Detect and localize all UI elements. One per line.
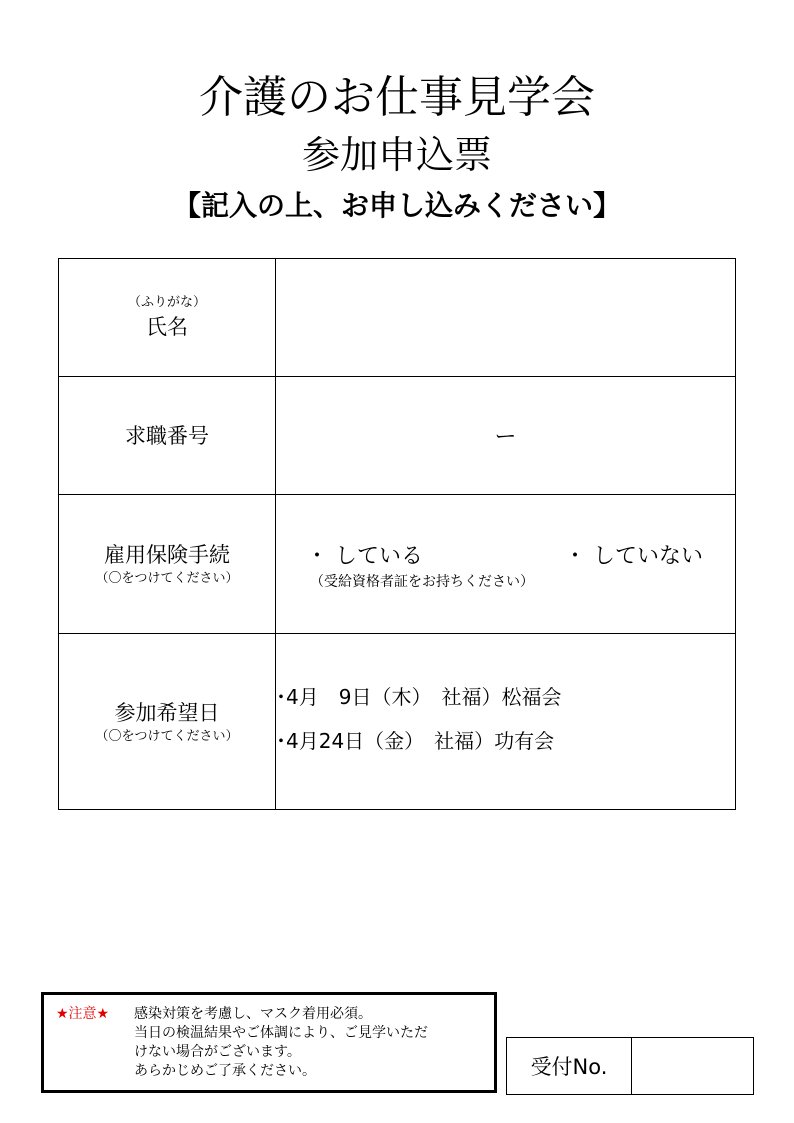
name-label-cell	[59, 259, 276, 377]
furigana-label: （ふりがな）	[127, 294, 206, 310]
reception-label: 受付No.	[507, 1038, 632, 1094]
date-option-2[interactable]: ･4月24日（金） 社福）功有会	[276, 728, 555, 753]
insurance-option-yes[interactable]: ・ している	[306, 544, 423, 569]
job-number-label: 求職番号	[125, 423, 209, 448]
job-number-separator: ー	[494, 425, 517, 450]
dates-label-cell	[59, 634, 276, 810]
title-line-2: 参加申込票	[301, 133, 492, 177]
job-number-row	[59, 377, 736, 495]
dates-options-cell	[276, 634, 736, 810]
date-option-1[interactable]: ･4月 9日（木） 社福）松福会	[276, 684, 562, 709]
job-number-field[interactable]	[276, 377, 736, 495]
job-number-label-cell	[59, 377, 276, 495]
insurance-label-cell	[59, 495, 276, 634]
notice-line-1: 感染対策を考慮し、マスク着用必須。	[134, 1006, 372, 1022]
insurance-label: 雇用保険手続	[104, 543, 230, 567]
name-row	[59, 259, 736, 377]
insurance-instruction: （〇をつけてください）	[95, 571, 239, 586]
name-field[interactable]	[276, 259, 736, 377]
insurance-options-cell	[276, 495, 736, 634]
title-line-1: 介護のお仕事見学会	[199, 72, 595, 123]
notice-text	[134, 1005, 428, 1081]
reception-box	[506, 1037, 754, 1095]
title-line-3: 【記入の上、お申し込みください】	[172, 189, 621, 222]
application-form	[58, 258, 736, 810]
notice-line-2: 当日の検温結果やご体調により、ご見学いただ	[134, 1025, 428, 1041]
dates-label: 参加希望日	[114, 700, 220, 725]
dates-row	[59, 634, 736, 810]
insurance-option-note: （受給資格者証をお持ちください）	[310, 574, 534, 590]
notice-label: ★注意★	[56, 1006, 110, 1022]
reception-number-field[interactable]	[632, 1038, 753, 1094]
insurance-row	[59, 495, 736, 634]
dates-instruction: （〇をつけてください）	[95, 728, 239, 744]
notice-line-3: けない場合がございます。	[134, 1044, 301, 1060]
insurance-option-no[interactable]: ・ していない	[564, 544, 703, 569]
notice-line-4: あらかじめご了承ください。	[134, 1063, 316, 1079]
notice-box	[41, 992, 497, 1093]
name-label: 氏名	[146, 314, 188, 339]
